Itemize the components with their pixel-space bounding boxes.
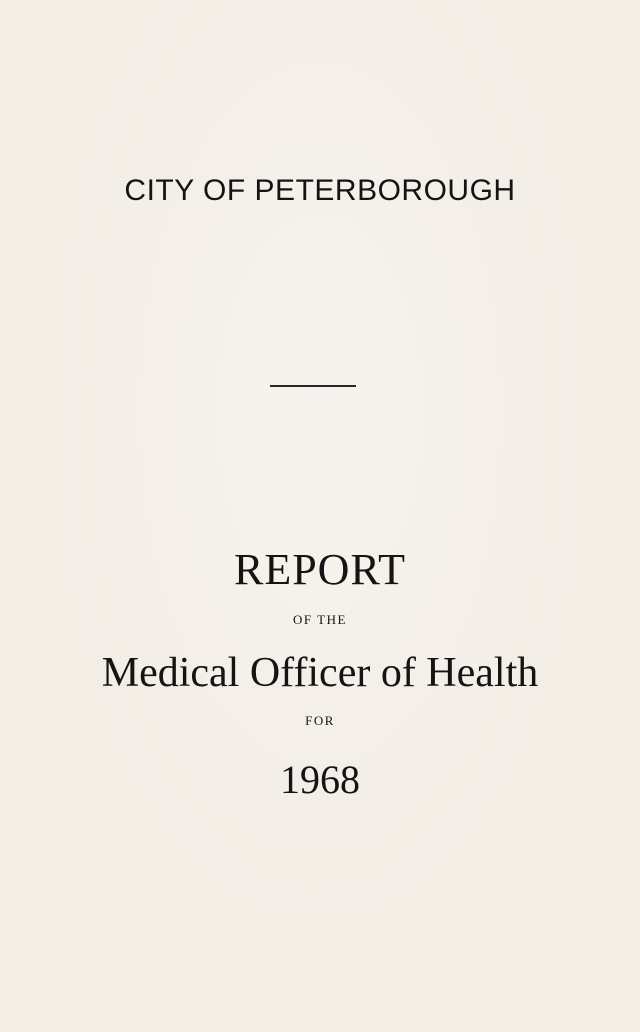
subject-title: Medical Officer of Health [101,650,539,696]
city-title: CITY OF PETERBOROUGH [124,174,516,207]
for-label: FOR [305,713,335,728]
of-the-label: OF THE [293,612,347,627]
report-title: REPORT [233,545,407,594]
title-divider [270,385,356,387]
report-year: 1968 [280,757,360,802]
